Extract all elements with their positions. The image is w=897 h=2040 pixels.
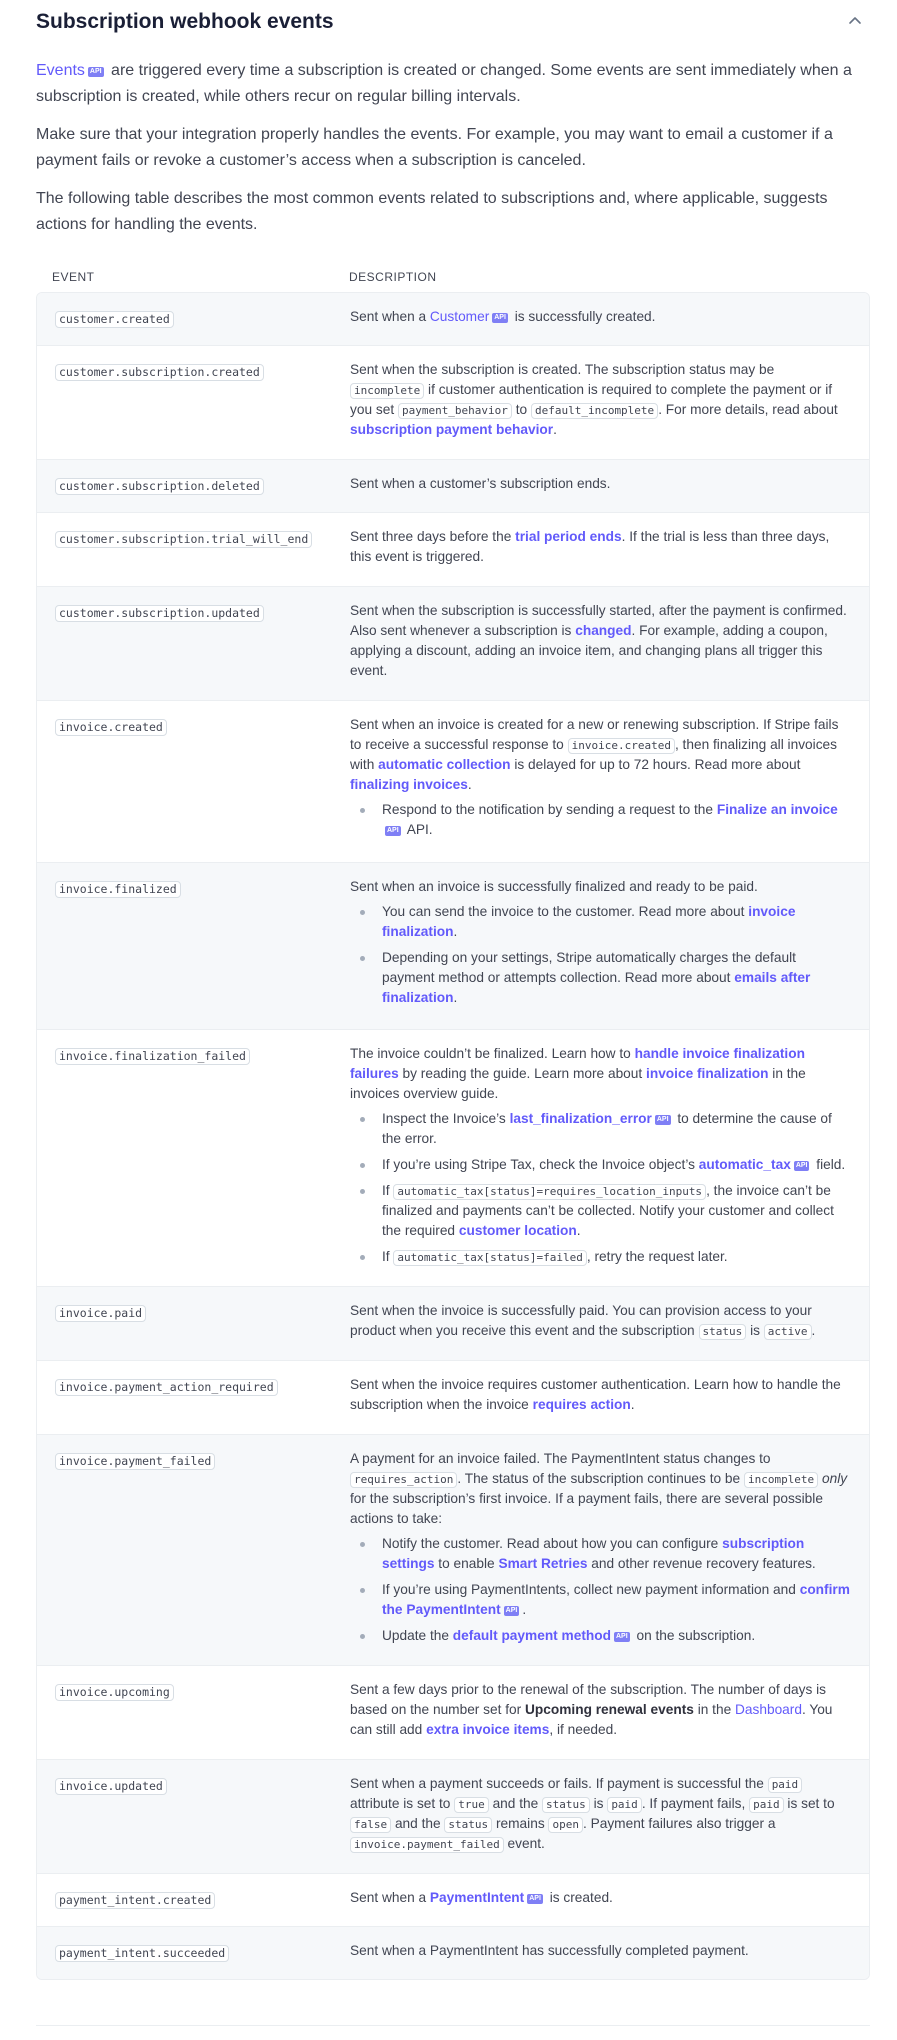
table-row bbox=[37, 459, 869, 512]
list-item: Notify the customer. Read about how you can configure subscription settings to enable Smart Retries and other revenue recovery features. bbox=[382, 1534, 850, 1574]
automatic-collection-link[interactable]: automatic collection bbox=[378, 757, 511, 772]
event-description: Sent when an invoice is successfully finalized and ready to be paid. You can send the invoice to the customer. Read more about invoice finalization. Depending on your settings, Stripe automatically charges the default payment method or attempts collection. Read more about emails after finalization. bbox=[350, 877, 850, 1014]
automatic-tax-link[interactable]: automatic_tax bbox=[698, 1157, 791, 1172]
intro-paragraph-1: Events API are triggered every time a subscription is created or changed. Some events are sent immediately when a subscription is created, while others recur on regular billing intervals. bbox=[36, 62, 852, 105]
api-badge: API bbox=[529, 1895, 541, 1902]
chevron-up-icon[interactable] bbox=[844, 10, 866, 32]
event-name: invoice.paid bbox=[55, 1305, 146, 1322]
event-description: Sent when the invoice requires customer authentication. Learn how to handle the subscription when the invoice requires action. bbox=[350, 1377, 841, 1412]
finalizing-invoices-link[interactable]: finalizing invoices bbox=[350, 777, 468, 792]
event-description: Sent when a Customer API is successfully created. bbox=[350, 309, 656, 324]
smart-retries-link[interactable]: Smart Retries bbox=[498, 1556, 588, 1571]
customer-link[interactable]: Customer bbox=[429, 309, 490, 324]
event-name: payment_intent.created bbox=[55, 1892, 215, 1909]
api-badge: API bbox=[505, 1607, 518, 1614]
list-item: Inspect the Invoice’s last_finalization_error API to determine the cause of the error. bbox=[382, 1109, 850, 1149]
table-row bbox=[37, 1665, 869, 1759]
table-row bbox=[37, 1434, 869, 1665]
api-badge: API bbox=[387, 827, 399, 834]
section-title: Subscription webhook events bbox=[36, 10, 334, 33]
table-row bbox=[37, 1286, 869, 1360]
requires-action-link[interactable]: requires action bbox=[532, 1397, 631, 1412]
event-name: customer.created bbox=[55, 311, 174, 328]
event-description: Sent three days before the trial period ends. If the trial is less than three days, this event is triggered. bbox=[350, 529, 830, 564]
intro-paragraph-3: The following table describes the most common events related to subscriptions and, where applicable, suggests actions for handling the events. bbox=[36, 190, 828, 233]
column-header-event: EVENT bbox=[52, 270, 95, 284]
event-description: Sent a few days prior to the renewal of the subscription. The number of days is based on the number set for Upcoming renewal events in the Dashboard. You can still add extra invoice items, if needed. bbox=[350, 1682, 833, 1737]
handle-finalization-failures-link[interactable]: handle invoice finalization failures bbox=[350, 1046, 805, 1081]
event-description: The invoice couldn’t be finalized. Learn how to handle invoice finalization failures by reading the guide. Learn more about invoice finalization in the invoices overview guide. Inspect the Invoice’s last_finalization_error API to determine the cause of the error. If you’re using Stripe Tax, check the Invoice object’s automatic_tax API field. If automatic_tax[status]=requires_location_inputs , the invoice can’t be finalized and payments can’t be collected. Notify your customer and collect the required customer location. If automatic_tax[status]=failed , retry the request later. bbox=[350, 1044, 850, 1273]
table-row bbox=[37, 345, 869, 459]
table-row bbox=[37, 1360, 869, 1434]
event-name: customer.subscription.created bbox=[55, 364, 264, 381]
inline-code: status bbox=[699, 1324, 747, 1340]
event-description: Sent when the invoice is successfully paid. You can provision access to your product when you receive this event and the subscription status is active . bbox=[350, 1303, 816, 1338]
intro-paragraph-2: Make sure that your integration properly handles the events. For example, you may want to email a customer if a payment fails or revoke a customer’s access when a subscription is canceled. bbox=[36, 126, 833, 169]
inline-code: incomplete bbox=[350, 383, 424, 399]
event-description: Sent when the subscription is successfully started, after the payment is confirmed. Also sent whenever a subscription is changed. For example, adding a coupon, applying a discount, adding an invoice item, and changing plans all trigger this event. bbox=[350, 603, 847, 678]
event-description: A payment for an invoice failed. The PaymentIntent status changes to requires_action . The status of the subscription continues to be incomplete only for the subscription’s first invoice. If a payment fails, there are several possible actions to take: Notify the customer. Read about how you can configure subscription settings to enable Smart Retries and other revenue recovery features. If you’re using PaymentIntents, collect new payment information and confirm the PaymentIntent API . Update the default payment method API on the subscription. bbox=[350, 1449, 850, 1652]
inline-code: payment_behavior bbox=[398, 403, 512, 419]
emails-after-finalization-link[interactable]: emails after finalization bbox=[382, 970, 811, 1005]
table-row bbox=[37, 293, 869, 345]
event-description: Sent when a customer’s subscription ends. bbox=[350, 476, 611, 491]
invoice-finalization-link[interactable]: invoice finalization bbox=[646, 1066, 769, 1081]
api-badge: API bbox=[494, 314, 506, 321]
table-row bbox=[37, 512, 869, 586]
action-list bbox=[350, 1534, 850, 1646]
list-item: If automatic_tax[status]=requires_location_inputs , the invoice can’t be finalized and payments can’t be collected. Notify your customer and collect the required customer location. bbox=[382, 1181, 850, 1241]
table-row bbox=[37, 862, 869, 1029]
event-name: invoice.finalization_failed bbox=[55, 1048, 250, 1065]
event-name: invoice.upcoming bbox=[55, 1684, 174, 1701]
api-badge: API bbox=[89, 68, 102, 75]
list-item: Respond to the notification by sending a request to the Finalize an invoiceAPI API. bbox=[382, 800, 850, 840]
event-name: invoice.updated bbox=[55, 1778, 167, 1795]
list-item: If you’re using PaymentIntents, collect new payment information and confirm the PaymentIntent API . bbox=[382, 1580, 850, 1620]
inline-code: requires_action bbox=[350, 1472, 457, 1488]
event-name: invoice.created bbox=[55, 719, 167, 736]
column-header-description: DESCRIPTION bbox=[349, 270, 437, 284]
table-row bbox=[37, 1029, 869, 1286]
event-name: invoice.payment_action_required bbox=[55, 1379, 278, 1396]
last-finalization-error-link[interactable]: last_finalization_error bbox=[509, 1111, 652, 1126]
events-link[interactable]: Events bbox=[36, 62, 85, 79]
event-name: customer.subscription.trial_will_end bbox=[55, 531, 312, 548]
intro bbox=[36, 58, 866, 250]
api-badge: API bbox=[615, 1633, 628, 1640]
event-description: Sent when a PaymentIntent API is created. bbox=[350, 1890, 613, 1905]
inline-code: automatic_tax[status]=failed bbox=[393, 1250, 586, 1266]
table-row bbox=[37, 1873, 869, 1926]
events-table bbox=[36, 292, 870, 1980]
action-list bbox=[350, 800, 850, 840]
api-badge: API bbox=[795, 1162, 808, 1169]
api-badge: API bbox=[656, 1116, 669, 1123]
event-name: customer.subscription.deleted bbox=[55, 478, 264, 495]
event-description: Sent when the subscription is created. The subscription status may be incomplete if customer authentication is required to complete the payment or if you set payment_behavior to default_incomplete . For more details, read about subscription payment behavior. bbox=[350, 362, 838, 437]
inline-code: incomplete bbox=[744, 1472, 818, 1488]
subscription-settings-link[interactable]: subscription settings bbox=[382, 1536, 805, 1571]
inline-code: default_incomplete bbox=[531, 403, 658, 419]
event-name: invoice.payment_failed bbox=[55, 1453, 215, 1470]
table-row bbox=[37, 1926, 869, 1979]
event-description: Sent when a PaymentIntent has successfully completed payment. bbox=[350, 1943, 749, 1958]
inline-code: automatic_tax[status]=requires_location_inputs bbox=[393, 1184, 706, 1200]
table-row bbox=[37, 1759, 869, 1873]
list-item: Depending on your settings, Stripe automatically charges the default payment method or attempts collection. Read more about emails after finalization. bbox=[382, 948, 850, 1008]
event-description: Sent when a payment succeeds or fails. If payment is successful the paid attribute is set to true and the status is paid . If payment fails, paid is set to false and the status remains open . Payment failures also trigger a invoice.payment_failed event. bbox=[350, 1776, 835, 1851]
event-name: payment_intent.succeeded bbox=[55, 1945, 229, 1962]
extra-invoice-items-link[interactable]: extra invoice items bbox=[426, 1722, 550, 1737]
dashboard-link[interactable]: Dashboard bbox=[735, 1702, 802, 1717]
list-item: Update the default payment method API on the subscription. bbox=[382, 1626, 850, 1646]
default-payment-method-link[interactable]: default payment method bbox=[452, 1628, 611, 1643]
changed-link[interactable]: changed bbox=[575, 623, 632, 638]
action-list bbox=[350, 1109, 850, 1267]
list-item: You can send the invoice to the customer. Read more about invoice finalization. bbox=[382, 902, 850, 942]
event-description: Sent when an invoice is created for a new or renewing subscription. If Stripe fails to receive a successful response to invoice.created , then finalizing all invoices with automatic collection is delayed for up to 72 hours. Read more about finalizing invoices. Respond to the notification by sending a request to the Finalize an invoiceAPI API. bbox=[350, 715, 850, 846]
subscription-payment-behavior-link[interactable]: subscription payment behavior bbox=[350, 422, 554, 437]
section-divider bbox=[36, 2025, 870, 2026]
action-list bbox=[350, 902, 850, 1008]
paymentintent-link[interactable]: PaymentIntent bbox=[429, 1890, 525, 1905]
list-item: If automatic_tax[status]=failed , retry the request later. bbox=[382, 1247, 850, 1267]
customer-location-link[interactable]: customer location bbox=[458, 1223, 577, 1238]
inline-code: invoice.created bbox=[568, 738, 675, 754]
trial-period-ends-link[interactable]: trial period ends bbox=[515, 529, 622, 544]
finalize-invoice-link[interactable]: Finalize an invoice bbox=[716, 802, 838, 817]
section-header[interactable] bbox=[36, 6, 870, 38]
event-name: customer.subscription.updated bbox=[55, 605, 264, 622]
inline-code: active bbox=[764, 1324, 812, 1340]
table-row bbox=[37, 586, 869, 700]
event-name: invoice.finalized bbox=[55, 881, 181, 898]
invoice-finalization-link[interactable]: invoice finalization bbox=[382, 904, 796, 939]
list-item: If you’re using Stripe Tax, check the Invoice object’s automatic_tax API field. bbox=[382, 1155, 850, 1175]
table-row bbox=[37, 700, 869, 862]
confirm-paymentintent-link[interactable]: confirm the PaymentIntent bbox=[382, 1582, 850, 1617]
